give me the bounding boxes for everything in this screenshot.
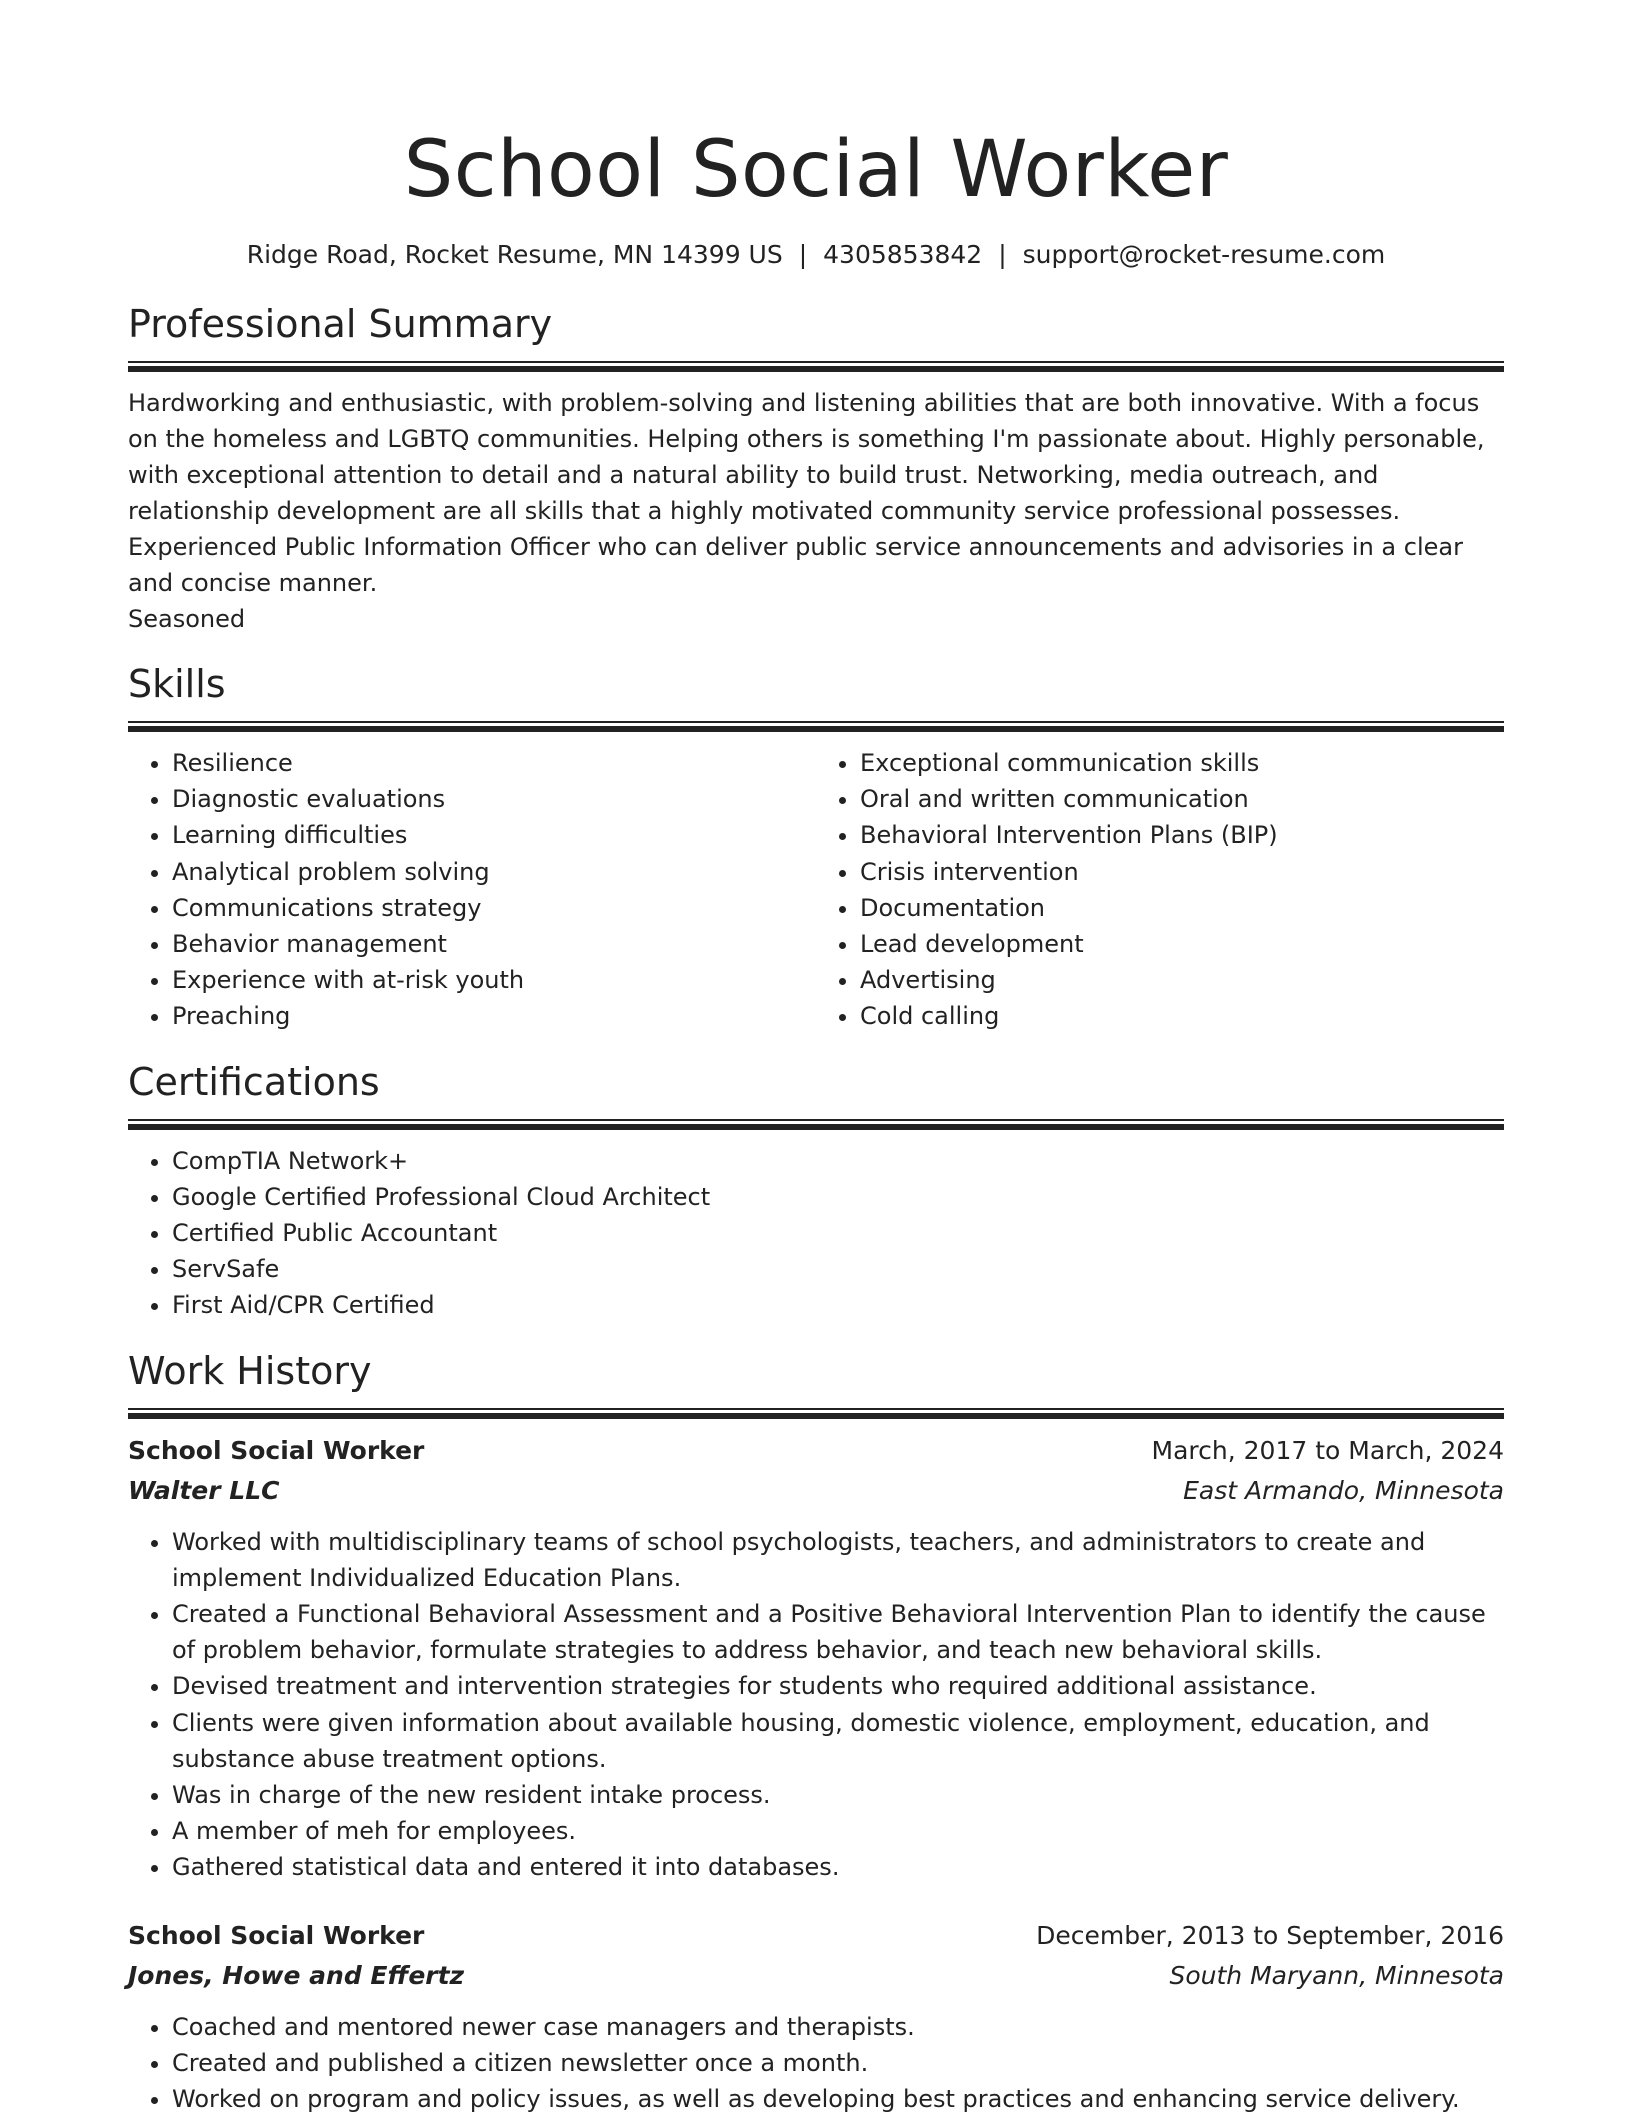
contact-phone: 4305853842 bbox=[823, 240, 983, 269]
skill-item: • Cold calling bbox=[860, 998, 1504, 1034]
job-subheader bbox=[128, 1471, 1504, 1511]
contact-separator: | bbox=[798, 240, 808, 269]
certification-item: • First Aid/CPR Certified bbox=[172, 1287, 1504, 1323]
work-history-section bbox=[128, 1347, 1504, 2117]
skill-item: • Documentation bbox=[860, 890, 1504, 926]
summary-section bbox=[128, 300, 1504, 637]
job-dates: December, 2013 to September, 2016 bbox=[1036, 1920, 1504, 1950]
job-duty: • Gathered statistical data and entered it into databases. bbox=[172, 1849, 1504, 1885]
skills-grid bbox=[128, 732, 1504, 1035]
job-duty: • Coached and mentored newer case managers and therapists. bbox=[172, 2009, 1504, 2045]
skill-item: • Resilience bbox=[172, 745, 816, 781]
certification-item: • ServSafe bbox=[172, 1251, 1504, 1287]
job-title: School Social Worker bbox=[128, 1920, 425, 1950]
skill-item: • Oral and written communication bbox=[860, 781, 1504, 817]
job-duty: • A member of meh for employees. bbox=[172, 1813, 1504, 1849]
skill-item: • Lead development bbox=[860, 926, 1504, 962]
job-title: School Social Worker bbox=[128, 1435, 425, 1465]
skill-item: • Exceptional communication skills bbox=[860, 745, 1504, 781]
job-duty: • Devised treatment and intervention strategies for students who required additional assistance. bbox=[172, 1668, 1504, 1704]
job-duty: • Was in charge of the new resident intake process. bbox=[172, 1777, 1504, 1813]
certifications-heading: Certifications bbox=[128, 1059, 380, 1104]
job-location: East Armando, Minnesota bbox=[1183, 1475, 1504, 1505]
contact-email: support@rocket-resume.com bbox=[1022, 240, 1386, 269]
job-subheader bbox=[128, 1956, 1504, 1996]
skill-item: • Analytical problem solving bbox=[172, 854, 816, 890]
job-dates: March, 2017 to March, 2024 bbox=[1151, 1435, 1504, 1465]
job-duty: • Created and published a citizen newsletter once a month. bbox=[172, 2045, 1504, 2081]
skill-item: • Learning difficulties bbox=[172, 817, 816, 853]
skill-item: • Behavior management bbox=[172, 926, 816, 962]
section-divider bbox=[128, 1119, 1504, 1130]
skill-item: • Diagnostic evaluations bbox=[172, 781, 816, 817]
certification-item: • Google Certified Professional Cloud Architect bbox=[172, 1179, 1504, 1215]
section-divider bbox=[128, 361, 1504, 372]
job-entry bbox=[128, 1431, 1504, 1886]
job-entry bbox=[128, 1916, 1504, 2117]
certification-item: • Certified Public Accountant bbox=[172, 1215, 1504, 1251]
job-header bbox=[128, 1431, 1504, 1471]
skills-section bbox=[128, 660, 1504, 1035]
skills-list-left bbox=[128, 745, 816, 1035]
contact-address: Ridge Road, Rocket Resume, MN 14399 US bbox=[246, 240, 783, 269]
job-header bbox=[128, 1916, 1504, 1956]
skill-item: • Crisis intervention bbox=[860, 854, 1504, 890]
contact-line bbox=[128, 238, 1504, 272]
job-company: Jones, Howe and Effertz bbox=[128, 1960, 465, 1990]
job-duty: • Created a Functional Behavioral Assessment and a Positive Behavioral Intervention Plan to identify the cause of problem behavior, formulate strategies to address behavior, and teach new behavioral skills. bbox=[172, 1596, 1504, 1668]
job-location: South Maryann, Minnesota bbox=[1169, 1960, 1504, 1990]
summary-text bbox=[128, 385, 1504, 637]
section-divider bbox=[128, 1408, 1504, 1419]
skill-item: • Preaching bbox=[172, 998, 816, 1034]
skill-item: • Communications strategy bbox=[172, 890, 816, 926]
work-history-heading: Work History bbox=[128, 1348, 372, 1393]
skills-list-right bbox=[816, 745, 1504, 1035]
resume-name: School Social Worker bbox=[403, 125, 1229, 215]
skill-item: • Behavioral Intervention Plans (BIP) bbox=[860, 817, 1504, 853]
job-duties-list bbox=[128, 1524, 1504, 1886]
summary-heading: Professional Summary bbox=[128, 302, 553, 346]
job-company: Walter LLC bbox=[128, 1475, 280, 1505]
skill-item: • Experience with at-risk youth bbox=[172, 962, 816, 998]
job-duties-list bbox=[128, 2009, 1504, 2117]
certification-item: • CompTIA Network+ bbox=[172, 1143, 1504, 1179]
skill-item: • Advertising bbox=[860, 962, 1504, 998]
job-duty: • Worked with multidisciplinary teams of school psychologists, teachers, and administrators to create and implement Individualized Education Plans. bbox=[172, 1524, 1504, 1596]
contact-separator: | bbox=[998, 240, 1007, 269]
certifications-list bbox=[128, 1143, 1504, 1324]
job-duty: • Worked on program and policy issues, as well as developing best practices and enhancing service delivery. bbox=[172, 2081, 1504, 2117]
section-divider bbox=[128, 721, 1504, 732]
summary-trailing: Seasoned bbox=[128, 605, 246, 633]
summary-body: Hardworking and enthusiastic, with problem-solving and listening abilities that are both innovative. With a focus on the homeless and LGBTQ communities. Helping others is something I'm passionate about. Highly personable, with exceptional attention to detail and a natural ability to build trust. Networking, media outreach, and relationship development are all skills that a highly motivated community service professional possesses. Experienced Public Information Officer who can deliver public service announcements and advisories in a clear and concise manner. bbox=[128, 389, 1485, 597]
certifications-section bbox=[128, 1058, 1504, 1324]
job-duty: • Clients were given information about available housing, domestic violence, employment, education, and substance abuse treatment options. bbox=[172, 1705, 1504, 1777]
skills-heading: Skills bbox=[128, 662, 226, 706]
